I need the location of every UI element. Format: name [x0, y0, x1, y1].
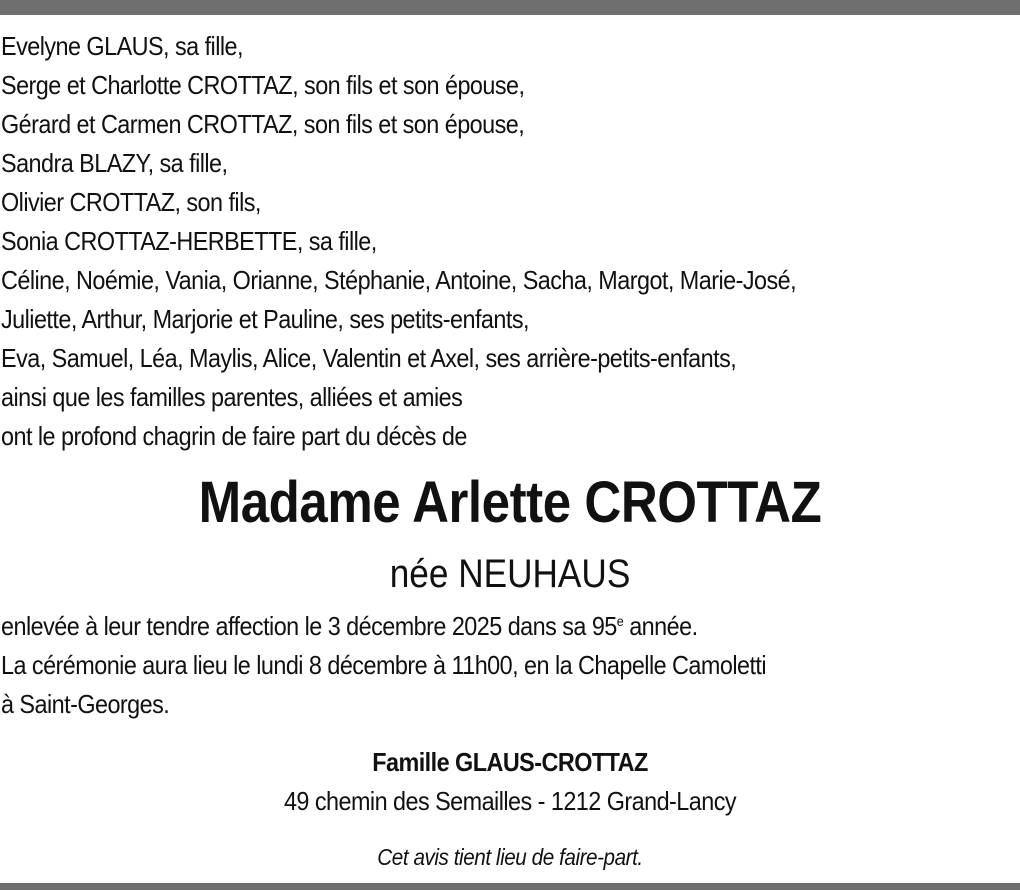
mourner-line: Sandra BLAZY, sa fille, [1, 148, 228, 178]
mourner-line: Sonia CROTTAZ-HERBETTE, sa fille, [1, 226, 377, 256]
mourner-line: Juliette, Arthur, Marjorie et Pauline, ses petits-enfants, [1, 304, 529, 334]
ordinal-superscript: e [616, 613, 624, 629]
top-rule [0, 0, 1020, 15]
family-address: 49 chemin des Semailles - 1212 Grand-Lancy [283, 786, 737, 816]
passing-text-end: année. [623, 611, 698, 641]
mourner-line: Gérard et Carmen CROTTAZ, son fils et son épouse, [1, 109, 525, 139]
bottom-rule [0, 883, 1020, 890]
ceremony-line: La cérémonie aura lieu le lundi 8 décembre à 11h00, en la Chapelle Camoletti [1, 650, 767, 680]
mourner-line: ont le profond chagrin de faire part du décès de [1, 421, 467, 451]
passing-text: enlevée à leur tendre affection le 3 décembre 2025 dans sa 95 [1, 611, 617, 641]
mourner-line: Evelyne GLAUS, sa fille, [1, 31, 243, 61]
mourner-line: Olivier CROTTAZ, son fils, [1, 187, 261, 217]
mourners-list [1, 27, 918, 456]
mourner-line: Céline, Noémie, Vania, Orianne, Stéphanie, Antoine, Sacha, Margot, Marie-José, [1, 265, 797, 295]
deceased-name: Madame Arlette CROTTAZ [198, 470, 822, 535]
mourner-line: Eva, Samuel, Léa, Maylis, Alice, Valentin et Axel, ses arrière-petits-enfants, [1, 343, 737, 373]
maiden-name: née NEUHAUS [389, 552, 631, 596]
mourner-line: ainsi que les familles parentes, alliées et amies [1, 382, 463, 412]
mourner-line: Serge et Charlotte CROTTAZ, son fils et son épouse, [1, 70, 525, 100]
notice-footnote: Cet avis tient lieu de faire-part. [377, 844, 643, 870]
announcement-details [1, 607, 918, 724]
passing-line [1, 607, 918, 646]
ceremony-location: à Saint-Georges. [1, 689, 170, 719]
family-signature: Famille GLAUS-CROTTAZ [372, 747, 648, 777]
